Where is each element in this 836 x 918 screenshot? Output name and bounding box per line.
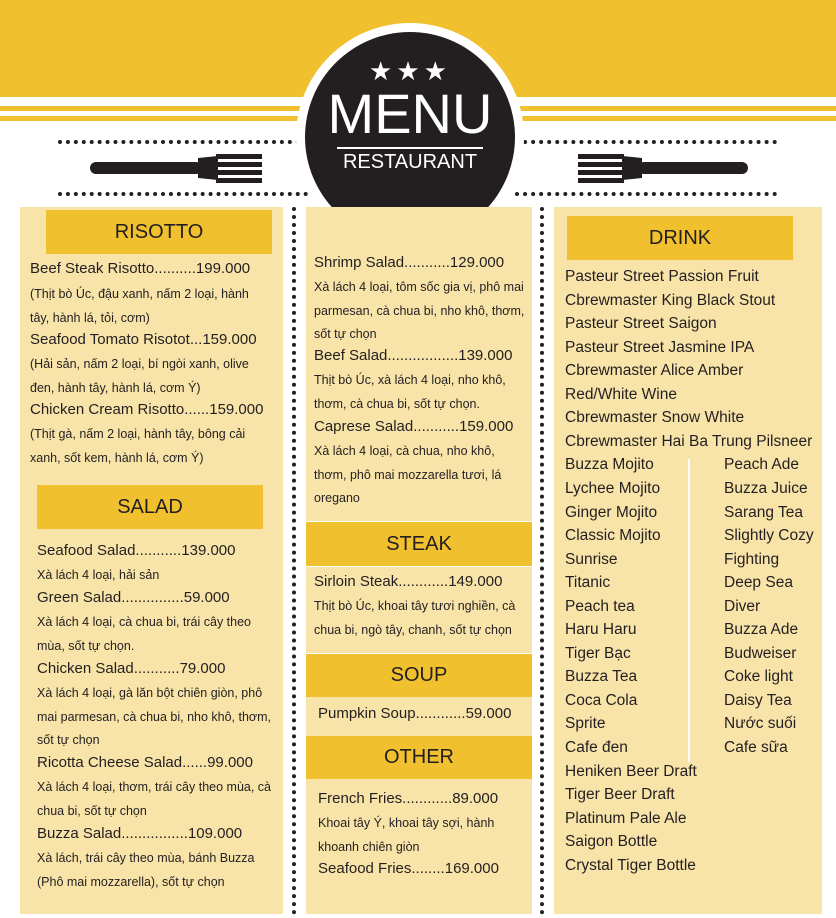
drink-item: Sprite <box>565 715 606 733</box>
menu-item-name: Sirloin Steak............149.000 <box>314 573 503 590</box>
menu-item-name: Pumpkin Soup............59.000 <box>318 705 512 722</box>
menu-item-description: Xà lách 4 loại, thơm, trái cây theo mùa, cà chua bi, sốt tự chọn <box>37 780 272 818</box>
menu-item-description: (Hải sản, nấm 2 loại, bí ngòi xanh, olive đen, hành tây, hành lá, cơm Ý) <box>30 357 249 395</box>
menu-item-name: Caprese Salad...........159.000 <box>314 418 514 435</box>
drink-item: Red/White Wine <box>565 385 677 403</box>
drink-item: Cbrewmaster Alice Amber <box>565 362 744 380</box>
drink-item: Lychee Mojito <box>565 479 661 497</box>
drink-item: Deep Sea <box>724 574 793 592</box>
menu-item-description: Khoai tây Ý, khoai tây sợi, hành khoanh chiên giòn <box>318 816 495 854</box>
drink-item: Cbrewmaster King Black Stout <box>565 291 776 309</box>
section-header-salad: SALAD <box>37 485 263 529</box>
drink-item: Titanic <box>565 574 611 592</box>
drink-item: Heniken Beer Draft <box>565 762 697 780</box>
drink-item: Tiger Bạc <box>565 644 631 662</box>
drink-item: Platinum Pale Ale <box>565 809 687 827</box>
menu-item-name: Seafood Salad...........139.000 <box>37 542 236 559</box>
menu-item-description: Xà lách 4 loại, cà chua, nho khô, thơm, phô mai mozzarella tươi, lá oregano <box>314 444 502 505</box>
menu-subtitle: RESTAURANT <box>342 151 478 173</box>
drink-item: Peach Ade <box>724 456 799 474</box>
column-divider <box>540 207 544 915</box>
menu-item-description: Xà lách 4 loại, cà chua bi, trái cây theo mùa, sốt tự chọn. <box>37 615 252 653</box>
drink-item: Daisy Tea <box>724 691 792 709</box>
drink-item: Pasteur Street Passion Fruit <box>565 268 759 285</box>
dotted-divider <box>58 192 308 196</box>
menu-item-description: (Thịt gà, nấm 2 loại, hành tây, bông cải xanh, sốt kem, hành lá, cơm Ý) <box>30 427 246 465</box>
menu-item-description: Xà lách 4 loại, tôm sốc gia vị, phô mai parmesan, cà chua bi, nho khô, thơm, sốt tự chọn <box>314 280 525 341</box>
drink-item: Pasteur Street Jasmine IPA <box>565 338 755 356</box>
drink-item: Cbrewmaster Hai Ba Trung Pilsneer <box>565 432 813 450</box>
menu-item-name: Green Salad...............59.000 <box>37 589 230 606</box>
drink-item: Tiger Beer Draft <box>565 786 675 804</box>
drink-item: Peach tea <box>565 597 635 615</box>
menu-item-name: Chicken Cream Risotto......159.000 <box>30 401 264 418</box>
menu-item-name: Seafood Fries........169.000 <box>318 860 499 877</box>
menu-item-description: Thịt bò Úc, khoai tây tươi nghiền, cà chua bi, ngò tây, chanh, sốt tự chọn <box>314 599 516 637</box>
drink-item: Saigon Bottle <box>565 833 658 851</box>
menu-item-name: Chicken Salad...........79.000 <box>37 660 226 677</box>
drink-item: Coca Cola <box>565 691 638 709</box>
menu-item-description: Thịt bò Úc, xà lách 4 loại, nho khô, thơm, cà chua bi, sốt tự chọn. <box>314 373 506 411</box>
drink-item: Crystal Tiger Bottle <box>565 856 696 874</box>
drink-item: Fighting <box>724 550 780 568</box>
menu-item-name: Ricotta Cheese Salad......99.000 <box>37 754 253 771</box>
section-header-soup: SOUP <box>306 654 532 697</box>
fork-icon <box>90 150 262 186</box>
drink-item: Sarang Tea <box>724 503 803 521</box>
dotted-divider <box>58 140 308 144</box>
drink-item: Haru Haru <box>565 621 637 639</box>
menu-item-description: (Thịt bò Úc, đậu xanh, nấm 2 loại, hành tây, hành lá, tỏi, cơm) <box>30 287 249 325</box>
drink-item: Pasteur Street Saigon <box>565 315 717 333</box>
logo-rule <box>337 147 483 149</box>
drink-item: Classic Mojito <box>565 527 661 545</box>
section-header-steak: STEAK <box>306 522 532 566</box>
drink-item: Nước suối <box>724 715 797 733</box>
menu-item-name: Seafood Tomato Risotot...159.000 <box>30 331 257 348</box>
menu-item-description: Xà lách 4 loại, hải sản <box>37 568 160 582</box>
drink-item: Cbrewmaster Snow White <box>565 409 745 427</box>
drink-item: Coke light <box>724 668 793 686</box>
menu-item-description: Xà lách 4 loại, gà lăn bột chiên giòn, phô mai parmesan, cà chua bi, nho khô, thơm, sốt tự chọn <box>37 686 272 747</box>
dotted-divider <box>515 192 777 196</box>
drink-item: Ginger Mojito <box>565 503 658 521</box>
drink-item: Buzza Ade <box>724 621 799 639</box>
drink-item: Buzza Juice <box>724 479 808 497</box>
dotted-divider <box>515 140 777 144</box>
menu-title: MENU <box>327 82 493 145</box>
star-icon: ★★★ <box>369 56 451 86</box>
column-divider <box>292 207 296 915</box>
drink-item: Cafe sữa <box>724 739 788 756</box>
menu-item-name: French Fries............89.000 <box>318 790 499 807</box>
drink-item: Cafe đen <box>565 739 628 756</box>
drink-item: Sunrise <box>565 550 618 568</box>
menu-item-name: Beef Steak Risotto..........199.000 <box>30 260 251 277</box>
section-header-risotto: RISOTTO <box>46 210 272 254</box>
drink-item: Budweiser <box>724 644 797 662</box>
drink-column-divider <box>688 459 690 762</box>
drink-item: Buzza Tea <box>565 668 638 686</box>
menu-item-description: Xà lách, trái cây theo mùa, bánh Buzza (Phô mai mozzarella), sốt tự chọn <box>37 851 255 889</box>
drink-item: Diver <box>724 597 761 615</box>
fork-icon <box>578 150 748 186</box>
section-header-other: OTHER <box>306 736 532 779</box>
menu-item-name: Shrimp Salad...........129.000 <box>314 254 505 271</box>
drink-item: Slightly Cozy <box>724 527 814 545</box>
section-header-drink: DRINK <box>567 216 793 260</box>
menu-item-name: Beef Salad.................139.000 <box>314 347 513 364</box>
drink-item: Buzza Mojito <box>565 456 654 474</box>
menu-item-name: Buzza Salad................109.000 <box>37 825 243 842</box>
